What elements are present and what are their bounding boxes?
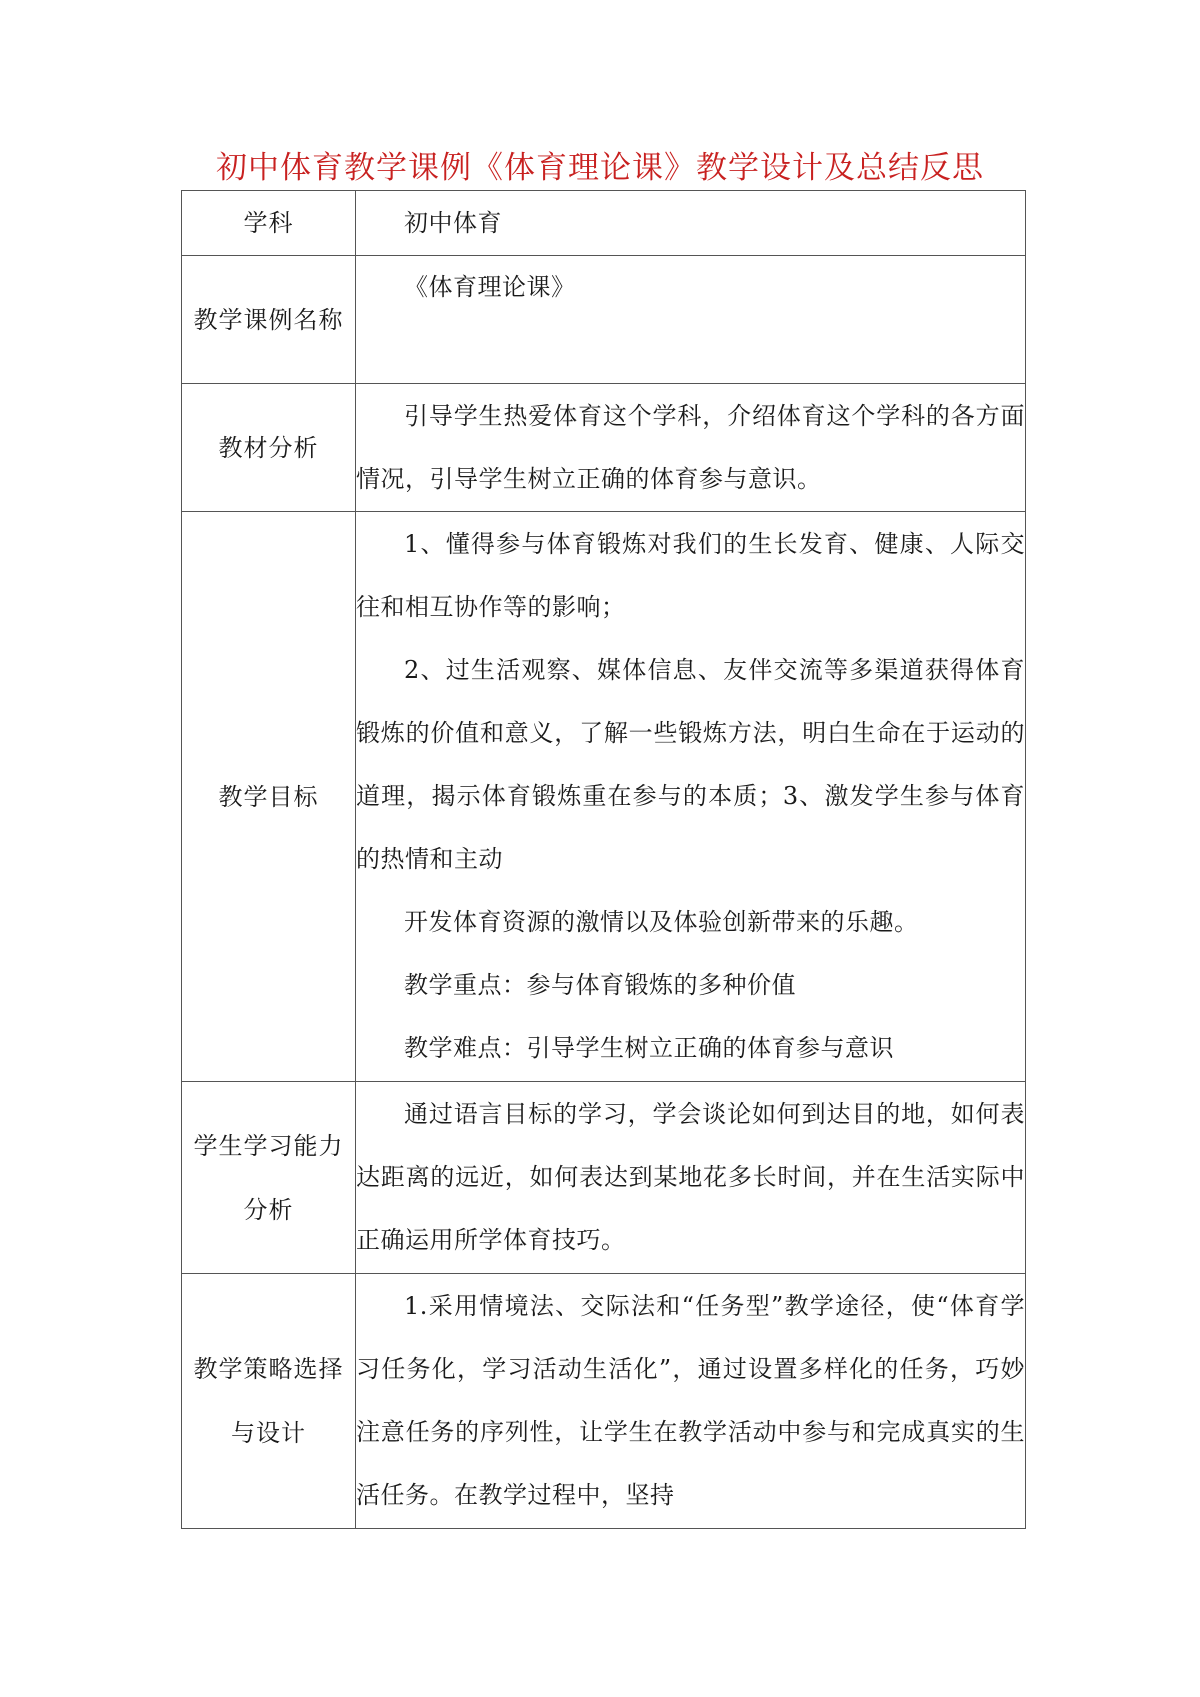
table-row-material-analysis [182,384,1026,512]
value-objectives [356,512,1026,1082]
objective-1: 1、懂得参与体育锻炼对我们的生长发育、健康、人际交往和相互协作等的影响； [356,530,1025,621]
strategy-text: 1.采用情境法、交际法和“任务型”教学途径，使“体育学习任务化，学习活动生活化”，通过设置多样化的任务，巧妙注意任务的序列性，让学生在教学活动中参与和完成真实的生活任务。在教学过程中，坚持 [356,1292,1025,1509]
value-ability-analysis [356,1082,1026,1274]
table-row-lesson-name [182,256,1026,384]
lesson-design-table [181,190,1026,1529]
value-strategy [356,1274,1026,1529]
objective-3: 开发体育资源的激情以及体验创新带来的乐趣。 [404,908,919,936]
value-lesson-name [356,256,1026,384]
table-row-objectives [182,512,1026,1082]
label-strategy: 教学策略选择与设计 [182,1274,356,1529]
value-subject [356,191,1026,256]
table-row-subject [182,191,1026,256]
value-material-analysis [356,384,1026,512]
material-analysis-text: 引导学生热爱体育这个学科，介绍体育这个学科的各方面情况，引导学生树立正确的体育参与意识。 [356,401,1025,493]
table-row-ability-analysis [182,1082,1026,1274]
lesson-name-text: 《体育理论课》 [404,273,576,301]
label-objectives: 教学目标 [182,512,356,1082]
teaching-focus: 教学重点：参与体育锻炼的多种价值 [404,971,796,999]
label-subject: 学科 [182,191,356,256]
page-title: 初中体育教学课例《体育理论课》教学设计及总结反思 [216,150,984,186]
subject-text: 初中体育 [404,208,502,237]
label-material-analysis: 教材分析 [182,384,356,512]
ability-analysis-text: 通过语言目标的学习，学会谈论如何到达目的地，如何表达距离的远近，如何表达到某地花多长时间，并在生活实际中正确运用所学体育技巧。 [356,1100,1025,1254]
table-row-strategy [182,1274,1026,1529]
teaching-difficulty: 教学难点：引导学生树立正确的体育参与意识 [404,1034,894,1062]
objective-2: 2、过生活观察、媒体信息、友伴交流等多渠道获得体育锻炼的价值和意义，了解一些锻炼方法，明白生命在于运动的道理，揭示体育锻炼重在参与的本质；3、激发学生参与体育的热情和主动 [356,656,1025,873]
label-ability-analysis: 学生学习能力分析 [182,1082,356,1274]
label-lesson-name: 教学课例名称 [182,256,356,384]
